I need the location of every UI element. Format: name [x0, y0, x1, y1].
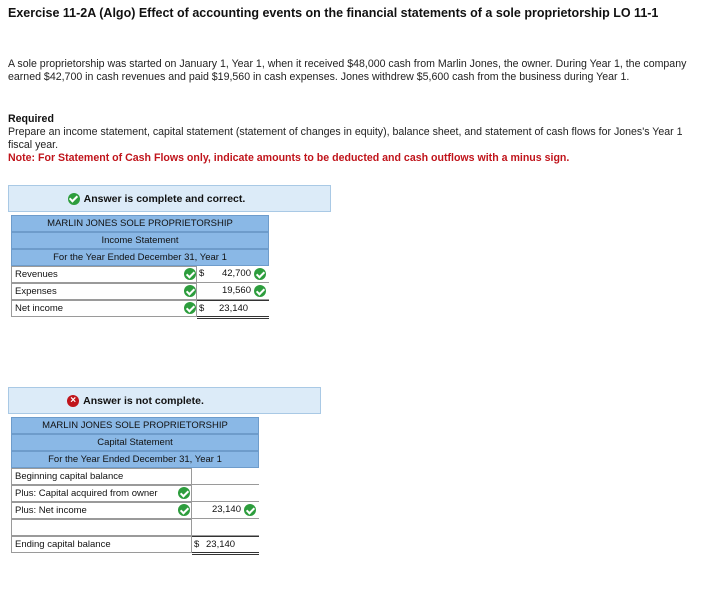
- check-circle-icon: [68, 193, 80, 205]
- check-circle-icon: [254, 268, 266, 280]
- company-name-header: MARLIN JONES SOLE PROPRIETORSHIP: [11, 417, 259, 434]
- answer-status-text: Answer is complete and correct.: [83, 192, 246, 205]
- input-ending-capital[interactable]: $ 23,140: [192, 536, 259, 555]
- check-circle-icon: [244, 504, 256, 516]
- row-label-capital-acquired: Plus: Capital acquired from owner: [11, 485, 192, 502]
- period-header: For the Year Ended December 31, Year 1: [11, 249, 269, 266]
- exercise-title: Exercise 11-2A (Algo) Effect of accounting events on the financial statements of a sole proprietorship LO 11-1: [8, 6, 659, 20]
- instruction-note: Note: For Statement of Cash Flows only, indicate amounts to be deducted and cash outflows with a minus sign.: [8, 152, 570, 164]
- period-header: For the Year Ended December 31, Year 1: [11, 451, 259, 468]
- statement-name-header: Income Statement: [11, 232, 269, 249]
- answer-status-text: Answer is not complete.: [83, 394, 204, 407]
- check-circle-icon: [178, 487, 190, 499]
- check-circle-icon: [254, 285, 266, 297]
- row-label-net-income: Net income: [11, 300, 197, 317]
- answer-status-banner-income: [8, 185, 331, 212]
- row-label-ending-capital: Ending capital balance: [11, 536, 192, 553]
- input-beginning-capital[interactable]: [192, 468, 259, 485]
- input-capital-acquired[interactable]: [192, 485, 259, 502]
- error-circle-icon: ×: [67, 395, 79, 407]
- company-name-header: MARLIN JONES SOLE PROPRIETORSHIP: [11, 215, 269, 232]
- statement-name-header: Capital Statement: [11, 434, 259, 451]
- required-text: Prepare an income statement, capital statement (statement of changes in equity), balance sheet, and statement of cash flows for Jones's Year 1 fiscal year.: [8, 126, 683, 151]
- input-net-income[interactable]: $ 23,140: [197, 300, 269, 319]
- problem-description: A sole proprietorship was started on January 1, Year 1, when it received $48,000 cash from Marlin Jones, the owner. During Year 1, the company earned $42,700 in cash revenues and paid $19,560 in cash expenses. Jones withdrew $5,600 cash from the business during Year 1.: [8, 58, 687, 83]
- input-revenues[interactable]: $ 42,700: [197, 266, 269, 283]
- answer-status-banner-capital: [8, 387, 321, 414]
- input-blank-row[interactable]: [192, 519, 259, 536]
- row-label-blank: [11, 519, 192, 536]
- row-label-revenues: Revenues: [11, 266, 197, 283]
- row-label-beginning-capital: Beginning capital balance: [11, 468, 192, 485]
- input-capital-net-income[interactable]: 23,140: [192, 502, 259, 519]
- input-expenses[interactable]: 19,560: [197, 283, 269, 300]
- check-circle-icon: [184, 302, 196, 314]
- check-circle-icon: [184, 268, 196, 280]
- row-label-expenses: Expenses: [11, 283, 197, 300]
- check-circle-icon: [184, 285, 196, 297]
- required-heading: Required: [8, 113, 54, 125]
- check-circle-icon: [178, 504, 190, 516]
- row-label-net-income: Plus: Net income: [11, 502, 192, 519]
